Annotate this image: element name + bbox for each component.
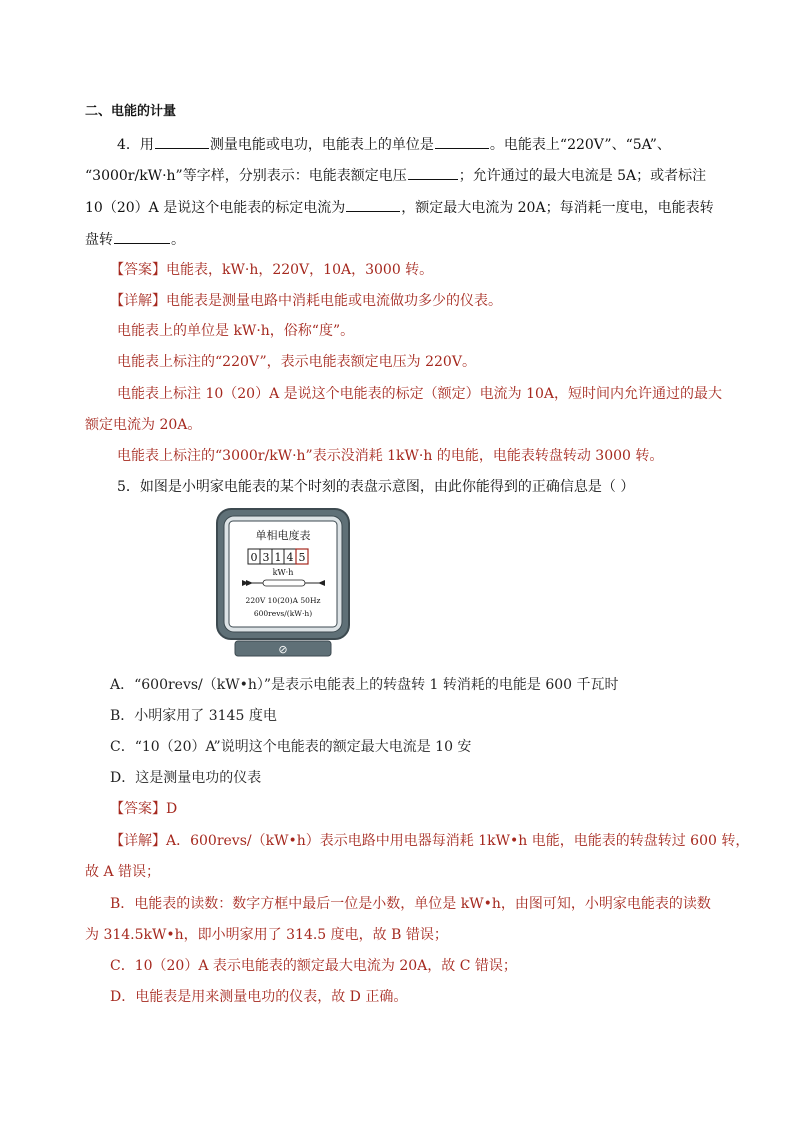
detail-tag: 【详解】 [110, 293, 166, 309]
q4-answer [110, 260, 433, 280]
detail-tag: 【详解】 [110, 833, 166, 849]
q4-line-4 [85, 229, 185, 250]
q4-detail-1 [110, 291, 502, 311]
section-heading: 二、电能的计量 [85, 104, 177, 119]
q5-option-a: A．“600revs/（kW•h）”是表示电能表上的转盘转 1 转消耗的电能是 600 千瓦时 [110, 677, 619, 693]
q4-line-1 [117, 134, 671, 155]
answer-text: 电能表，kW·h，220V，10A，3000 转。 [166, 262, 434, 278]
meter-digit: 4 [286, 551, 294, 564]
electricity-meter-illustration [215, 507, 351, 659]
q5-detail-d: D．电能表是用来测量电功的仪表，故 D 正确。 [110, 989, 408, 1005]
q5-option-b: B．小明家用了 3145 度电 [110, 708, 277, 724]
q5-detail-b2: 为 314.5kW•h，即小明家用了 314.5 度电，故 B 错误； [85, 927, 448, 943]
q4-detail-2: 电能表上的单位是 kW·h，俗称“度”。 [117, 323, 355, 339]
q4-text: ，额定最大电流为 20A；每消耗一度电，电能表转 [401, 200, 714, 216]
q4-text: 。电能表上“220V”、“5A”、 [489, 137, 671, 153]
q5-answer [110, 799, 177, 819]
q4-detail-4b: 额定电流为 20A。 [85, 417, 202, 433]
q4-detail-3: 电能表上标注的“220V”，表示电能表额定电压为 220V。 [117, 354, 476, 370]
q5-option-c: C．“10（20）A”说明这个电能表的额定最大电流是 10 安 [110, 739, 472, 755]
meter-digit: 1 [274, 551, 282, 564]
meter-spec-revs: 600revs/(kW·h) [253, 609, 313, 618]
meter-title: 单相电度表 [255, 529, 311, 542]
answer-text: D [166, 801, 178, 817]
answer-blank [408, 165, 458, 180]
answer-tag: 【答案】 [110, 262, 166, 278]
q4-text: 。 [171, 232, 185, 248]
q4-text: 4．用 [117, 137, 154, 153]
q4-line-2 [85, 165, 706, 186]
q4-text: 测量电能或电功，电能表上的单位是 [209, 137, 434, 153]
answer-blank [114, 229, 170, 244]
answer-blank [346, 197, 400, 212]
q4-text: 盘转 [85, 232, 113, 248]
q5-detail-b1: B．电能表的读数：数字方框中最后一位是小数，单位是 kW•h，由图可知，小明家电能表的读数 [110, 896, 711, 912]
q5-detail-c: C．10（20）A 表示电能表的额定最大电流为 20A，故 C 错误； [110, 958, 517, 974]
meter-seal-icon: ⊘ [278, 643, 288, 656]
meter-spec-rating: 220V 10(20)A 50Hz [245, 596, 321, 605]
q4-text: “3000r/kW·h”等字样，分别表示：电能表额定电压 [85, 168, 407, 184]
q5-detail-a2: 故 A 错误； [85, 864, 161, 880]
q5-stem: 5．如图是小明家电能表的某个时刻的表盘示意图，由此你能得到的正确信息是（ ） [117, 479, 635, 495]
answer-tag: 【答案】 [110, 801, 166, 817]
meter-unit: kW·h [272, 568, 294, 577]
answer-blank [435, 134, 489, 149]
meter-digit: 5 [298, 551, 306, 564]
meter-digit: 3 [262, 551, 270, 564]
meter-digit: 0 [250, 551, 258, 564]
detail-text: A．600revs/（kW•h）表示电路中用电器每消耗 1kW•h 电能，电能表的转盘转过 600 转， [166, 833, 750, 849]
q4-text: 10（20）A 是说这个电能表的标定电流为 [85, 200, 346, 216]
q4-text: ；允许通过的最大电流是 5A；或者标注 [458, 168, 707, 184]
detail-text: 电能表是测量电路中消耗电能或电流做功多少的仪表。 [166, 293, 502, 309]
q4-detail-4a: 电能表上标注 10（20）A 是说这个电能表的标定（额定）电流为 10A，短时间内允许通过的最大 [117, 386, 723, 402]
q5-option-d: D．这是测量电功的仪表 [110, 770, 262, 786]
answer-blank [155, 134, 209, 149]
q4-line-3 [85, 197, 714, 218]
q4-detail-5: 电能表上标注的“3000r/kW·h”表示没消耗 1kW·h 的电能，电能表转盘转动 3000 转。 [117, 448, 664, 464]
q5-detail-a1 [110, 831, 749, 851]
